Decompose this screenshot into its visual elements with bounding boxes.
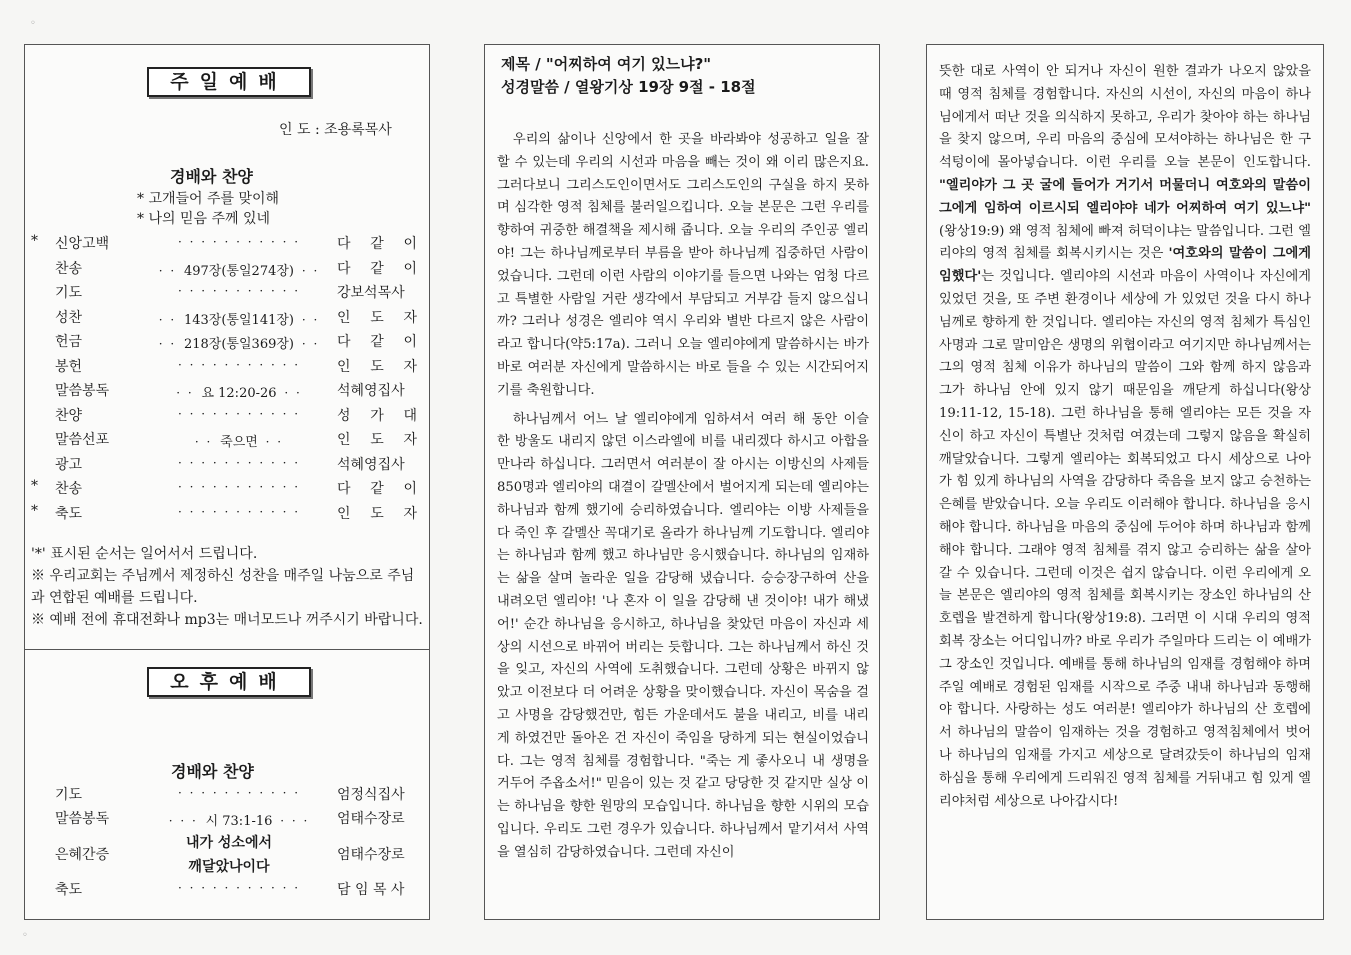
order-item: 말씀봉독	[55, 383, 110, 399]
order-item: 은혜간증	[55, 847, 110, 863]
order-detail: 시 73:1-16	[205, 814, 273, 829]
order-person: 다 같 이	[337, 481, 417, 497]
order-row	[31, 476, 423, 500]
dot-leader: · · · 시 73:1-16 · · ·	[168, 814, 310, 829]
afternoon-worship-title: 오후예배	[147, 667, 311, 697]
scan-mark-top-left: ◦	[30, 18, 36, 29]
dot-leader: · · 218장(통일369장) · ·	[158, 337, 320, 352]
sermon-paragraph-3	[939, 61, 1311, 813]
order-row	[31, 354, 423, 378]
praise-song-2: * 나의 믿음 주께 있네	[137, 211, 270, 227]
dot-leader: · · · · · · · · · · ·	[177, 357, 301, 372]
order-person: 석혜영집사	[337, 456, 405, 473]
order-person: 다 같 이	[337, 334, 417, 350]
order-item: 찬송	[55, 260, 83, 277]
sermon-header	[501, 53, 756, 99]
sermon-body-1	[497, 129, 869, 865]
dot-leader: · · 죽으면 · ·	[194, 435, 284, 450]
order-item: 축도	[55, 882, 83, 898]
order-item: 찬양	[55, 407, 83, 424]
order-detail: 요 12:20-26	[201, 386, 277, 401]
order-person: 인 도 자	[337, 505, 417, 522]
afternoon-order-row	[31, 782, 423, 806]
afternoon-order-row	[31, 806, 423, 830]
order-row	[31, 329, 423, 353]
order-person: 담 임 목 사	[337, 882, 405, 898]
worship-leader: 인 도 : 조용록목사	[279, 122, 392, 138]
afternoon-order-row	[31, 831, 423, 879]
scan-mark-bottom-left: ◦	[22, 930, 28, 941]
afternoon-order-row	[31, 877, 423, 901]
dot-leader: · · 143장(통일141장) · ·	[158, 312, 320, 328]
testimony-title: 내가 성소에서 깨달았나이다	[185, 835, 273, 875]
order-item: 신앙고백	[55, 236, 110, 252]
order-person: 다 같 이	[337, 260, 417, 277]
order-person: 엄태수장로	[337, 811, 405, 827]
dot-leader: · · · · · · · · · · ·	[177, 881, 301, 895]
order-row	[31, 305, 423, 329]
dot-leader: · · · · · · · · · · ·	[177, 235, 301, 249]
order-person: 인 도 자	[337, 432, 417, 448]
order-item: 축도	[55, 505, 83, 522]
standing-mark: *	[31, 478, 38, 494]
order-row	[31, 378, 423, 402]
sermon-panel-2	[926, 44, 1324, 920]
order-person: 엄태수장로	[337, 847, 405, 863]
order-item: 기도	[55, 285, 83, 301]
phone-note: ※ 예배 전에 휴대전화나 mp3는 매너모드나 꺼주시기 바랍니다.	[31, 612, 423, 628]
order-person: 성 가 대	[337, 407, 417, 424]
morning-worship-title: 주일예배	[147, 67, 311, 97]
order-person: 인 도 자	[337, 309, 417, 326]
order-person: 다 같 이	[337, 236, 417, 252]
order-row	[31, 256, 423, 280]
standing-mark: *	[31, 233, 38, 249]
sermon-text: (왕상19:9) 왜 영적 침체에 빠져 허덕이냐는 말씀입니다. 그런 엘리야의 영적 침체를 회복시키시는 것은	[939, 223, 1311, 262]
sermon-panel-1	[484, 44, 880, 920]
order-detail: 497장(통일274장)	[183, 263, 294, 279]
order-detail: 218장(통일369장)	[183, 337, 294, 352]
order-item: 헌금	[55, 334, 83, 350]
afternoon-praise-heading: 경배와 찬양	[171, 762, 254, 781]
order-person: 인 도 자	[337, 358, 417, 375]
praise-heading: 경배와 찬양	[170, 167, 253, 186]
order-item: 봉헌	[55, 358, 83, 375]
sermon-quote: "엘리야가 그 곳 굴에 들어가 거기서 머물더니 여호와의 말씀이 그에게 임하여 이르시되 엘리야야 네가 어찌하여 여기 있느냐"	[939, 177, 1311, 216]
sermon-text: 뜻한 대로 사역이 안 되거나 자신이 원한 결과가 나오지 않았을 때 영적 침체를 경험합니다. 자신의 시선이, 자신의 마음이 하나님에게서 떠난 것을 의식하지 못하고, 우리가 찾아야 하는 하나님을 찾지 않으며, 우리 마음의 중심에 모셔야하는 하나님은 한 구석텅이에 몰아넣습니다. 이런 우리를 오늘 본문이 인도합니다.	[939, 64, 1311, 171]
order-person: 석혜영집사	[337, 383, 405, 399]
order-row	[31, 452, 423, 476]
dot-leader: · · · · · · · · · · ·	[177, 786, 301, 800]
order-detail: 143장(통일141장)	[183, 312, 294, 328]
sermon-emphasis: '여호와의 말씀이 그에게 임했다'	[939, 246, 1311, 285]
order-row	[31, 280, 423, 304]
order-item: 말씀봉독	[55, 811, 110, 827]
order-item: 성찬	[55, 309, 83, 326]
dot-leader: · · · · · · · · · · ·	[177, 480, 301, 494]
order-row	[31, 403, 423, 427]
dot-leader: · · 497장(통일274장) · ·	[158, 263, 320, 279]
order-row	[31, 427, 423, 451]
order-item: 광고	[55, 456, 83, 473]
standing-mark: *	[31, 502, 38, 519]
dot-leader: · · · · · · · · · · ·	[177, 504, 301, 519]
dot-leader: · · · · · · · · · · ·	[177, 284, 301, 298]
dot-leader: · · · · · · · · · · ·	[177, 455, 301, 470]
order-person: 강보석목사	[337, 285, 405, 301]
sermon-paragraph-1: 우리의 삶이나 신앙에서 한 곳을 바라봐야 성공하고 일을 잘 할 수 있는데 우리의 시선과 마음을 빼는 것이 왜 이리 많은지요. 그러다보니 그리스도인이면서도 그리스도인의 구실을 하지 못하며 심각한 영적 침체를 불러일으킵니다. 오늘 본문은 그런 우리를 향하여 귀중한 해결책을 제시해 줍니다. 오늘 우리의 주인공 엘리야! 그는 하나님께로부터 부름을 받아 하나님께 집중하던 사람이었습니다. 그런데 이런 사람의 이야기를 들으면 나와는 엄청 다르고 특별한 사람일 거란 생각에서 부담되고 거부감 들지 않으십니까? 그러나 성경은 엘리야 역시 우리와 별반 다르지 않은 사람이라고 합니다(약5:17a). 그러니 오늘 엘리야에게 말씀하시는 바가 바로 여러분 자신에게 말씀하시는 바로 들을 수 있는 시간되어지기를 축원합니다.	[497, 132, 869, 398]
sermon-body-2	[939, 61, 1311, 813]
sermon-text: 는 것입니다. 엘리야의 시선과 마음이 사역이나 자신에게 있었던 것을, 또 주변 환경이나 세상에 가 있었던 것을 다시 하나님께로 향하게 한 것입니다. 엘리야는 자신의 영적 침체가 특심인 사명과 그로 말미암은 생명의 위협이라고 여기지만 하나님께서는 그의 영적 침체 이유가 하나님의 말씀이 그와 함께 하지 않음과 그가 하나님 안에 있지 않기 때문임을 깨닫게 하십니다(왕상19:11-12, 15-18). 그런 하나님을 통해 엘리야는 모든 것을 자신이 하고 자신이 특별난 것처럼 여겼는데 그렇지 않음을 확실히 깨달았습니다. 그렇게 엘리야는 회복되었고 다시 세상으로 나아가 힘 있게 하나님의 사역을 감당하다 죽음을 보지 않고 승천하는 은혜를 받았습니다. 오늘 우리도 이러해야 합니다. 하나님을 응시해야 합니다. 하나님을 마음의 중심에 두어야 하며 하나님과 함께 해야 합니다. 그래야 영적 침체를 겪지 않고 승리하는 삶을 살아갈 수 있습니다. 그런데 이것은 쉽지 않습니다. 이런 우리에게 오늘 본문은 엘리야의 영적 침체를 회복시키는 장소인 하나님의 산 호렙을 발견하게 합니다(왕상19:8). 그러면 이 시대 우리의 영적 회복 장소는 어디입니까? 바로 우리가 주일마다 드리는 이 예배가 그 장소인 것입니다. 예배를 통해 하나님의 임재를 경험해야 하며 주일 예배로 경험된 임재를 시작으로 주중 내내 하나님과 동행해야 합니다. 사랑하는 성도 여러분! 엘리야가 하나님의 산 호렙에서 하나님의 말씀이 임재하는 것을 경험하고 영적침체에서 벗어나 하나님의 임재를 가지고 세상으로 달려갔듯이 하나님의 임재하심을 통해 우리에게 드리워진 영적 침체를 거뒤내고 힘 있게 엘리야처럼 세상으로 나아갑시다!	[939, 269, 1311, 809]
sermon-scripture: 성경말씀 / 열왕기상 19장 9절 - 18절	[501, 78, 756, 96]
praise-song-1: * 고개들어 주를 맞이해	[137, 191, 280, 207]
order-row	[31, 231, 423, 255]
standing-note: '*' 표시된 순서는 일어서서 드립니다.	[31, 546, 258, 562]
section-divider	[24, 649, 430, 650]
sermon-paragraph-2: 하나님께서 어느 날 엘리야에게 임하셔서 여러 해 동안 이슬 한 방울도 내리지 않던 이스라엘에 비를 내리겠다 하시고 아합을 만나라 하십니다. 그러면서 여러분이 잘 아시는 이방신의 사제들 850명과 엘리야의 대결이 갈멜산에서 벌어지게 되는데 엘리야는 하나님과 함께 했기에 승리하였습니다. 엘리야는 이방 사제들을 다 죽인 후 갈멜산 꼭대기로 올라가 하나님께 기도합니다. 엘리야는 하나님과 함께 했고 하나님만 응시했습니다. 하나님의 임재하는 삶을 살며 놀라운 일을 감당해 냈습니다. 승승장구하여 산을 내려오던 엘리야! '나 혼자 이 일을 감당해 낸 것이야! 내가 해냈어!' 순간 하나님을 응시하고, 하나님을 찾았던 마음이 자신과 세상의 시선으로 바뀌어 버리는 듯합니다. 그는 하나님께서 하신 것을 잊고, 자신의 사역에 도취했습니다. 그런데 상황은 바뀌지 않았고 이전보다 더 어려운 상황을 맞이했습니다. 자신이 목숨을 걸고 사명을 감당했건만, 힘든 가운데서도 불을 내리고, 비를 내리게 하였건만 돌아온 건 자신이 죽임을 당하게 되는 현실이었습니다. 그는 영적 침체를 경험합니다. "죽는 게 좋사오니 내 생명을 거두어 주옵소서!" 믿음이 있는 것 같고 당당한 것 같지만 실상 이는 하나님을 향한 원망의 모습입니다. 하나님을 향한 시위의 모습입니다. 우리도 그런 경우가 있습니다. 하나님께서 맡기셔서 사역을 열심히 감당하였습니다. 그런데 자신이	[497, 411, 869, 860]
order-person: 엄정식집사	[337, 787, 405, 803]
sermon-title: 제목 / "어찌하여 여기 있느냐?"	[501, 55, 712, 73]
dot-leader: · · 요 12:20-26 · ·	[176, 386, 302, 401]
order-detail: 죽으면	[220, 435, 258, 450]
order-item: 찬송	[55, 481, 83, 497]
order-item: 기도	[55, 787, 83, 803]
communion-note: ※ 우리교회는 주님께서 제정하신 성찬을 매주일 나눔으로 주님과 연합된 예배를 드립니다.	[31, 568, 415, 606]
dot-leader: · · · · · · · · · · ·	[177, 406, 301, 421]
order-item: 말씀선포	[55, 432, 110, 448]
worship-order-panel	[24, 44, 430, 920]
order-row	[31, 501, 423, 525]
